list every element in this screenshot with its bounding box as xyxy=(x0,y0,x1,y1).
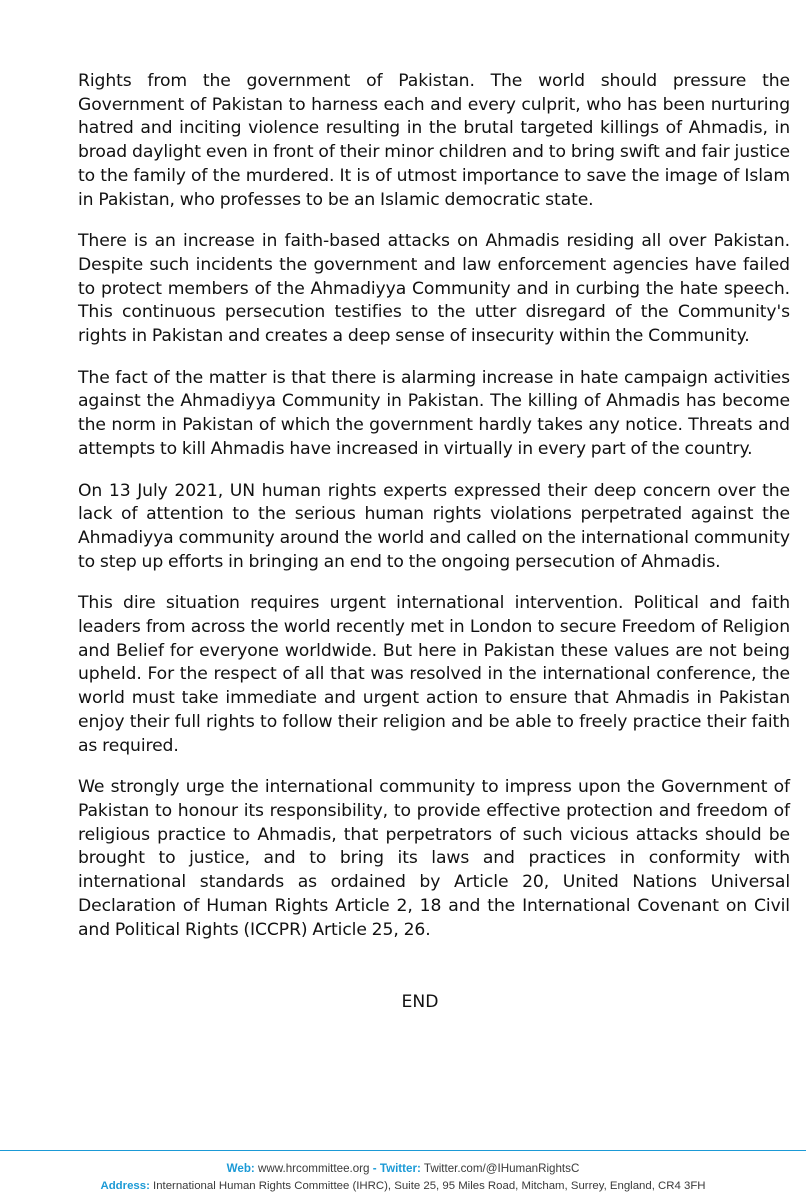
paragraph-3: The fact of the matter is that there is alarming increase in hate campaign activities against the Ahmadiyya Community in Pakistan. The killing of Ahmadis has become the norm in Pakistan of which the government hardly takes any notice. Threats and attempts to kill Ahmadis have increased in virtually in every part of the country. xyxy=(78,367,790,459)
web-label: Web: xyxy=(226,1162,255,1175)
twitter-label: Twitter: xyxy=(379,1162,421,1175)
web-link[interactable]: www.hrcommittee.org xyxy=(258,1162,370,1175)
footer-contact-line xyxy=(0,1161,806,1176)
footer-address-line xyxy=(0,1179,806,1194)
paragraph-5: This dire situation requires urgent international intervention. Political and faith leaders from across the world recently met in London to secure Freedom of Religion and Belief for everyone worldwide. But here in Pakistan these values are not being upheld. For the respect of all that was resolved in the international conference, the world must take immediate and urgent action to ensure that Ahmadis in Pakistan enjoy their full rights to follow their religion and be able to freely practice their faith as required. xyxy=(78,593,790,756)
footer-separator: - xyxy=(372,1162,377,1175)
twitter-link[interactable]: Twitter.com/@IHumanRightsC xyxy=(423,1162,580,1175)
paragraph-1: Rights from the government of Pakistan. The world should pressure the Government of Pakistan to harness each and every culprit, who has been nurturing hatred and inciting violence resulting in the brutal targeted killings of Ahmadis, in broad daylight even in front of their minor children and to bring swift and fair justice to the family of the murdered. It is of utmost importance to save the image of Islam in Pakistan, who professes to be an Islamic democratic state. xyxy=(78,71,790,210)
document-body xyxy=(78,70,790,960)
address-label: Address: xyxy=(100,1180,150,1192)
end-mark: END xyxy=(401,992,439,1012)
paragraph-4: On 13 July 2021, UN human rights experts expressed their deep concern over the lack of attention to the serious human rights violations perpetrated against the Ahmadiyya community around the world and called on the international community to step up efforts in bringing an end to the ongoing persecution of Ahmadis. xyxy=(78,480,790,572)
footer-divider xyxy=(0,1150,806,1151)
paragraph-2: There is an increase in faith-based attacks on Ahmadis residing all over Pakistan. Despite such incidents the government and law enforcement agencies have failed to protect members of the Ahmadiyya Community and in curbing the hate speech. This continuous persecution testifies to the utter disregard of the Community's rights in Pakistan and creates a deep sense of insecurity within the Community. xyxy=(78,231,790,347)
paragraph-6: We strongly urge the international community to impress upon the Government of Pakistan to honour its responsibility, to provide effective protection and freedom of religious practice to Ahmadis, that perpetrators of such vicious attacks should be brought to justice, and to bring its laws and practices in conformity with international standards as ordained by Article 20, United Nations Universal Declaration of Human Rights Article 2, 18 and the International Covenant on Civil and Political Rights (ICCPR) Article 25, 26. xyxy=(78,777,790,940)
address-text: International Human Rights Committee (IHRC), Suite 25, 95 Miles Road, Mitcham, Surrey, England, CR4 3FH xyxy=(153,1180,706,1192)
